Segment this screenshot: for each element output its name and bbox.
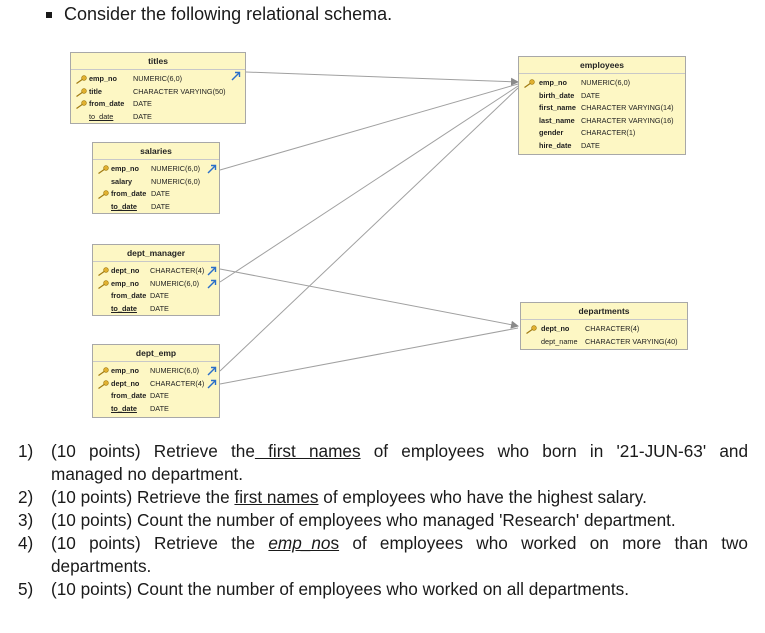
column-name: to_date	[89, 111, 114, 121]
column-row	[93, 201, 219, 214]
question-emphasis: first names	[234, 487, 319, 507]
question-line: managed no department.	[51, 464, 244, 484]
primary-key-icon	[75, 88, 87, 97]
question-item	[18, 440, 748, 486]
column-row	[93, 188, 219, 201]
column-name: salary	[111, 176, 133, 186]
column-row	[519, 90, 685, 103]
fk-line-dept-manager-employees	[220, 86, 518, 282]
column-name: to_date	[111, 403, 137, 413]
question-item	[18, 532, 748, 578]
table-dept-emp[interactable]	[92, 344, 220, 418]
primary-key-icon	[97, 165, 109, 174]
question-emphasis: s	[330, 533, 340, 553]
table-title: employees	[519, 57, 685, 74]
table-title: dept_manager	[93, 245, 219, 262]
table-dept-manager[interactable]	[92, 244, 220, 316]
question-text: (10 points) Retrieve the	[51, 533, 269, 553]
column-type: DATE	[581, 140, 600, 150]
column-row	[519, 102, 685, 115]
question-line	[51, 440, 748, 463]
table-title: departments	[521, 303, 687, 320]
column-type: NUMERIC(6,0)	[150, 278, 200, 288]
column-name: dept_no	[111, 378, 140, 388]
column-type: CHARACTER(4)	[150, 266, 205, 275]
intro-text: Consider the following relational schema.	[64, 4, 393, 24]
column-row	[93, 265, 219, 278]
column-row	[521, 336, 687, 349]
column-type: CHARACTER VARYING(40)	[585, 336, 678, 346]
table-employees[interactable]	[518, 56, 686, 155]
question-item	[18, 486, 748, 509]
column-name: from_date	[89, 99, 125, 109]
question-number: 3)	[18, 510, 34, 530]
question-number: 1)	[18, 441, 34, 461]
fk-line-salaries-employees	[220, 84, 518, 170]
column-name: to_date	[111, 303, 137, 313]
fk-line-dept-emp-departments	[220, 328, 518, 384]
question-emphasis: emp_no	[268, 533, 331, 553]
question-list	[18, 440, 748, 601]
column-type: NUMERIC(6,0)	[581, 78, 631, 87]
column-type: DATE	[150, 391, 169, 401]
column-name: emp_no	[539, 78, 567, 87]
question-line	[51, 578, 748, 601]
column-name: dept_no	[111, 266, 140, 275]
foreign-key-arrow-icon	[207, 379, 217, 389]
column-name: from_date	[111, 189, 147, 199]
column-row	[93, 303, 219, 316]
column-name: last_name	[539, 115, 575, 125]
column-type: DATE	[133, 111, 152, 121]
question-line: departments.	[51, 556, 152, 576]
column-row	[519, 127, 685, 140]
column-name: from_date	[111, 291, 147, 301]
column-row	[521, 323, 687, 336]
column-name: gender	[539, 128, 564, 138]
column-type: NUMERIC(6,0)	[150, 366, 200, 375]
column-type: NUMERIC(6,0)	[133, 74, 183, 83]
question-text: of employees who have the highest salary.	[318, 487, 647, 507]
column-name: title	[89, 86, 102, 96]
column-type: CHARACTER VARYING(14)	[581, 103, 674, 113]
column-row	[71, 73, 245, 86]
column-name: emp_no	[89, 74, 117, 83]
fk-line-dept-manager-departments	[220, 269, 518, 326]
column-type: DATE	[151, 201, 170, 211]
question-line	[51, 532, 748, 555]
column-name: first_name	[539, 103, 576, 113]
column-type: DATE	[581, 90, 600, 100]
question-text: (10 points) Retrieve the	[51, 487, 235, 507]
primary-key-icon	[97, 380, 109, 389]
question-text: of employees who worked on more than two	[339, 533, 748, 553]
question-item	[18, 509, 748, 532]
primary-key-icon	[97, 267, 109, 276]
question-text: of employees who born in '21-JUN-63' and	[360, 441, 748, 461]
column-name: hire_date	[539, 140, 572, 150]
column-type: DATE	[151, 189, 170, 199]
column-row	[93, 365, 219, 378]
column-name: dept_name	[541, 336, 578, 346]
column-type: NUMERIC(6,0)	[151, 176, 201, 186]
table-title: titles	[71, 53, 245, 70]
column-row	[93, 390, 219, 403]
column-name: emp_no	[111, 366, 139, 375]
column-type: DATE	[150, 291, 169, 301]
primary-key-icon	[97, 280, 109, 289]
column-row	[93, 278, 219, 291]
column-row	[93, 176, 219, 189]
column-name: dept_no	[541, 324, 570, 333]
foreign-key-arrow-icon	[207, 164, 217, 174]
column-type: CHARACTER(4)	[585, 324, 640, 333]
column-row	[93, 163, 219, 176]
column-name: emp_no	[111, 278, 139, 288]
question-item	[18, 578, 748, 601]
table-titles[interactable]	[70, 52, 246, 124]
foreign-key-arrow-icon	[207, 266, 217, 276]
foreign-key-arrow-icon	[231, 71, 241, 81]
primary-key-icon	[75, 75, 87, 84]
primary-key-icon	[97, 190, 109, 199]
column-row	[71, 98, 245, 111]
question-number: 2)	[18, 487, 34, 507]
question-line	[51, 509, 748, 532]
question-text: (10 points) Count the number of employees who managed 'Research' department.	[51, 510, 676, 530]
primary-key-icon	[525, 325, 537, 334]
table-title: salaries	[93, 143, 219, 160]
column-row	[93, 403, 219, 416]
question-number: 4)	[18, 533, 34, 553]
question-text: (10 points) Count the number of employees who worked on all departments.	[51, 579, 630, 599]
column-name: emp_no	[111, 164, 139, 173]
column-row	[519, 115, 685, 128]
column-row	[519, 77, 685, 90]
column-type: CHARACTER VARYING(16)	[581, 115, 674, 125]
column-name: from_date	[111, 391, 147, 401]
foreign-key-arrow-icon	[207, 366, 217, 376]
fk-line-titles-employees	[246, 72, 518, 82]
column-row	[71, 111, 245, 124]
table-salaries[interactable]	[92, 142, 220, 214]
question-line	[51, 486, 748, 509]
column-row	[93, 378, 219, 391]
column-type: DATE	[133, 99, 152, 109]
column-type: CHARACTER VARYING(50)	[133, 86, 226, 96]
table-title: dept_emp	[93, 345, 219, 362]
primary-key-icon	[75, 100, 87, 109]
column-type: CHARACTER(1)	[581, 128, 636, 138]
column-type: CHARACTER(4)	[150, 378, 205, 388]
question-emphasis: first names	[254, 441, 361, 461]
primary-key-icon	[523, 79, 535, 88]
primary-key-icon	[97, 367, 109, 376]
column-type: DATE	[150, 403, 169, 413]
fk-line-dept-emp-employees	[220, 88, 518, 371]
column-type: NUMERIC(6,0)	[151, 164, 201, 173]
question-number: 5)	[18, 579, 34, 599]
column-name: birth_date	[539, 90, 575, 100]
foreign-key-arrow-icon	[207, 279, 217, 289]
column-type: DATE	[150, 303, 169, 313]
column-row	[93, 290, 219, 303]
question-text: (10 points) Retrieve the	[51, 441, 255, 461]
column-row	[71, 86, 245, 99]
column-row	[519, 140, 685, 153]
table-departments[interactable]	[520, 302, 688, 350]
column-name: to_date	[111, 201, 137, 211]
